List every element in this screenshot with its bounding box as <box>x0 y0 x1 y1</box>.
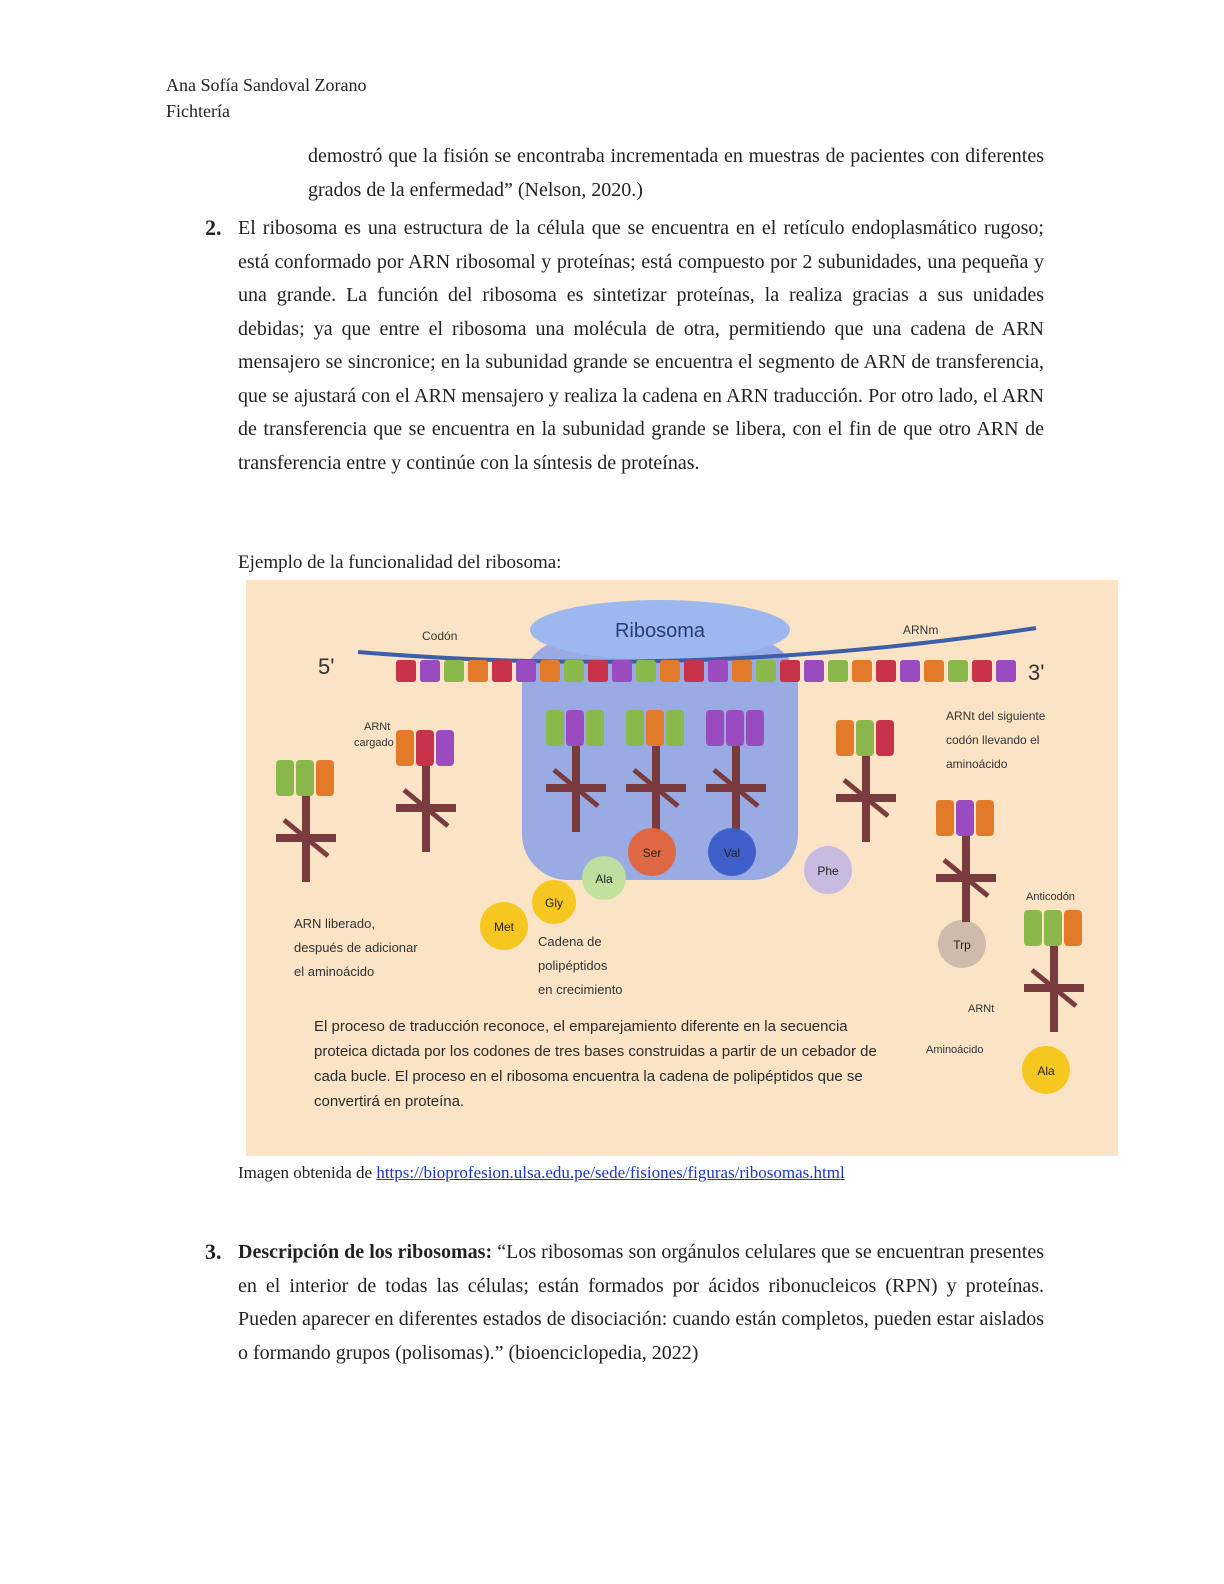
mrna-codon <box>900 660 920 682</box>
mrna-codon <box>396 660 416 682</box>
mrna-codon <box>756 660 776 682</box>
amino-acid-label: Ala <box>595 872 613 886</box>
author-name: Ana Sofía Sandoval Zorano <box>166 75 367 95</box>
released-trna-caption-2: después de adicionar <box>294 940 418 955</box>
released-trna-caption-3: el aminoácido <box>294 964 375 979</box>
anticodon-base <box>646 710 664 746</box>
item-3-body: “Los ribosomas son orgánulos celulares que se encuentran presentes en el interior de todas las células; están formados por ácidos ribonucleicos (RPN) y proteínas. Pueden aparecer en diferentes estados de disociación: cuando están completos, pueden estar aislados o formando grupos (polisomas).” (bioenciclopedia, 2022) <box>238 1241 1044 1364</box>
mrna-codon <box>924 660 944 682</box>
mrna-codon <box>444 660 464 682</box>
mrna-codon <box>684 660 704 682</box>
mrna-codon <box>852 660 872 682</box>
trna-label: ARNt <box>968 1003 995 1015</box>
mrna-codon <box>804 660 824 682</box>
anticodon-base <box>936 800 954 836</box>
ribosome-figure <box>246 580 1118 1161</box>
mrna-codon <box>708 660 728 682</box>
anticodon-base <box>296 760 314 796</box>
anticodon-base <box>276 760 294 796</box>
anticodon-base <box>836 720 854 756</box>
item-3-number: 3. <box>205 1239 222 1264</box>
mrna-codon <box>660 660 680 682</box>
anticodon-base <box>956 800 974 836</box>
three-prime-label: 3' <box>1028 660 1045 685</box>
mrna-codon <box>948 660 968 682</box>
mrna-codon <box>588 660 608 682</box>
item-3-bold-title: Descripción de los ribosomas: <box>238 1241 493 1263</box>
amino-acid-label: Val <box>723 846 741 860</box>
mrna-codon <box>828 660 848 682</box>
item-2-number: 2. <box>205 215 222 240</box>
anticodon-base <box>316 760 334 796</box>
image-source <box>238 1163 845 1183</box>
ribosome-trna-group <box>546 710 766 832</box>
anticodon-base <box>566 710 584 746</box>
item-3-text <box>238 1236 1044 1370</box>
mrna-codon <box>780 660 800 682</box>
next-trna-caption-2: codón llevando el <box>946 733 1040 747</box>
image-source-link[interactable]: https://bioprofesion.ulsa.edu.pe/sede/fisiones/figuras/ribosomas.html <box>376 1163 845 1182</box>
figure-description: El proceso de traducción reconoce, el emparejamiento diferente en la secuencia proteica dictada por los codones de tres bases construidas a partir de un cebador de cada bucle. El proceso en el ribosoma encuentra la cadena de polipéptidos que se convertirá en proteína. <box>314 1018 877 1110</box>
mrna-codon <box>540 660 560 682</box>
anticodon-base <box>976 800 994 836</box>
amino-acid-label: Ser <box>642 846 662 860</box>
ribosome-label: Ribosoma <box>614 620 706 642</box>
mrna-codon <box>996 660 1016 682</box>
anticodon-base <box>1044 910 1062 946</box>
anticodon-base <box>706 710 724 746</box>
next-trna-caption-1: ARNt del siguiente <box>946 709 1046 723</box>
mrna-codon <box>876 660 896 682</box>
mrna-label: ARNm <box>903 623 939 637</box>
chain-caption-1: Cadena de <box>538 934 602 949</box>
amino-acid-label: Trp <box>953 938 971 952</box>
mrna-codon <box>972 660 992 682</box>
amino-acid-label: Met <box>493 920 515 934</box>
anticodon-base <box>416 730 434 766</box>
anticodon-base <box>586 710 604 746</box>
trna-entry-label: ARNt <box>364 721 391 733</box>
anticodon-base <box>726 710 744 746</box>
document-header <box>166 72 366 124</box>
codon-label: Codón <box>422 629 458 643</box>
course-name: Fichtería <box>166 101 230 121</box>
anticodon-base <box>746 710 764 746</box>
mrna-codon <box>564 660 584 682</box>
mrna-codon <box>636 660 656 682</box>
amino-acid-label: Gly <box>545 896 563 910</box>
amino-acid-label: Aminoácido <box>926 1044 984 1056</box>
anticodon-base <box>856 720 874 756</box>
mrna-codon <box>420 660 440 682</box>
amino-acid-label: Phe <box>817 864 839 878</box>
mrna-codon <box>732 660 752 682</box>
anticodon-base <box>546 710 564 746</box>
chain-caption-2: polipéptidos <box>538 958 608 973</box>
mrna-codon <box>492 660 512 682</box>
example-label: Ejemplo de la funcionalidad del ribosoma: <box>238 552 562 573</box>
five-prime-label: 5' <box>318 654 335 679</box>
chain-caption-3: en crecimiento <box>538 982 623 997</box>
trna-entry-label-2: cargado <box>354 737 394 749</box>
anticodon-base <box>666 710 684 746</box>
intro-continuation: demostró que la fisión se encontraba incrementada en muestras de pacientes con diferentes grados de la enfermedad” (Nelson, 2020.) <box>308 145 1044 201</box>
amino-acid-label: Ala <box>1037 1064 1055 1078</box>
anticodon-base <box>876 720 894 756</box>
anticodon-base <box>396 730 414 766</box>
anticodon-base <box>436 730 454 766</box>
image-source-prefix: Imagen obtenida de <box>238 1163 373 1182</box>
released-trna-caption-1: ARN liberado, <box>294 916 375 931</box>
anticodon-base <box>1064 910 1082 946</box>
ribosome-diagram <box>246 580 1118 1156</box>
anticodon-base <box>626 710 644 746</box>
next-trna-caption-3: aminoácido <box>946 757 1008 771</box>
mrna-codon <box>612 660 632 682</box>
mrna-codon <box>468 660 488 682</box>
anticodon-base <box>1024 910 1042 946</box>
item-2-text: El ribosoma es una estructura de la célula que se encuentra en el retículo endoplasmático rugoso; está conformado por ARN ribosomal y proteínas; está compuesto por 2 subunidades, una pequeña y una grande. La función del ribosoma es sintetizar proteínas, la realiza gracias a sus unidades debidas; ya que entre el ribosoma una molécula de otra, permitiendo que una cadena de ARN mensajero se sincronice; en la subunidad grande se encuentra el segmento de ARN de transferencia, que se ajustará con el ARN mensajero y realiza la cadena en ARN traducción. Por otro lado, el ARN de transferencia que se encuentra en la subunidad grande se libera, con el fin de que otro ARN de transferencia entre y continúe con la síntesis de proteínas. <box>238 217 1044 474</box>
mrna-codon <box>516 660 536 682</box>
anticodon-label: Anticodón <box>1026 891 1075 903</box>
